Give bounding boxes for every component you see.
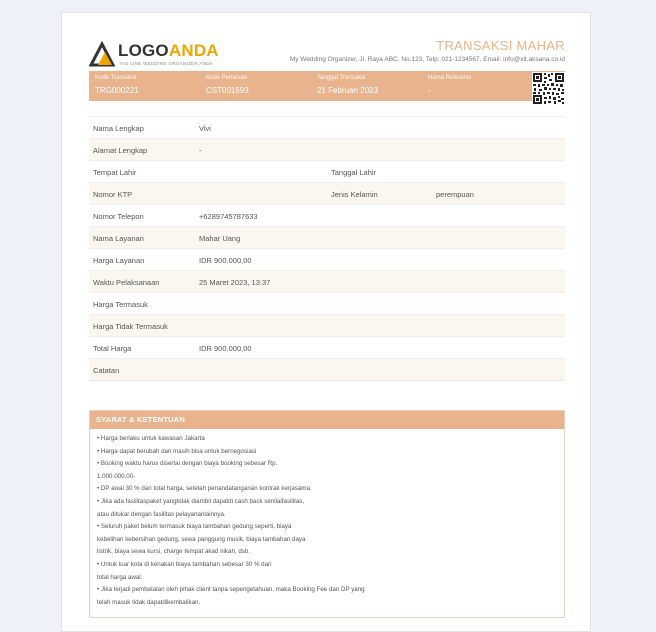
kode-transaksi-field: Kode Transaksi TRG000221	[95, 75, 139, 95]
nama-referensi-field: Nama Referensi -	[428, 75, 472, 95]
terms-list	[90, 429, 564, 609]
info-row-total: Total Harga IDR 900.000,00	[89, 336, 565, 358]
terms-line: • Untuk luar kota di kenakan biaya tambahan sebesar 30 % dari	[97, 560, 272, 568]
company-address: My Wedding Organizer, Jl. Raya ABC. No.123, Telp: 021-1234567, Email: info@xit.aksana.co.id	[289, 56, 565, 63]
tanggal-transaksi-field: Tanggal Transaksi 21 Februari 2023	[317, 75, 378, 95]
invoice-sheet	[61, 12, 591, 632]
document-title: TRANSAKSI MAHAR	[436, 38, 565, 53]
terms-box	[89, 410, 565, 618]
terms-line: 1.000.000,00-	[97, 472, 136, 480]
info-row-alamat: Alamat Lengkap -	[89, 138, 565, 160]
terms-line: • Harga dapat berubah dan masih bisa untuk bernegosiasi	[97, 447, 257, 455]
logo-tagline: TAG LINE WEDDING ORGANIZER ANDA	[119, 61, 213, 66]
logo-wordmark: LOGOANDA	[118, 41, 219, 60]
terms-line: • Jika terjadi pembatalan oleh pihak client tanpa sepengetahuan, maka Booking Fee dan DP yang	[97, 586, 365, 594]
layanan-value: Mahar Uang	[199, 234, 241, 243]
info-row-harga-termasuk: Harga Termasuk	[89, 292, 565, 314]
logo-mark-icon	[89, 41, 115, 67]
terms-line: • Booking waktu harus disertai dengan biaya booking sebesar Rp.	[97, 460, 278, 468]
info-row-nama: Nama Lengkap Vivi	[89, 116, 565, 138]
telepon-value: +6289745787633	[199, 212, 258, 221]
waktu-value: 25 Maret 2023, 13:37	[199, 278, 271, 287]
customer-info-table	[89, 116, 565, 381]
terms-line: listrik, biaya sewa kursi, charge tempat akad nikah, dsb.	[97, 548, 251, 556]
qr-code-icon	[532, 72, 565, 105]
terms-line: kebelihan kebersihan gedung, sewa panggung musik, biaya tambahan daya	[97, 535, 306, 543]
terms-line: • DP awal 30 % dari total harga, setelah penandatanganan kontrak kerjasama.	[97, 485, 312, 493]
kode-pemesan-value: CST001593	[206, 86, 249, 95]
tanggal-transaksi-value: 21 Februari 2023	[317, 86, 378, 95]
info-row-tempat-lahir: Tempat Lahir Tanggal Lahir	[89, 160, 565, 182]
jenis-kelamin-value: perempuan	[436, 190, 474, 199]
terms-line: atau ditukar dengan fasilitas pelayananlainnya.	[97, 510, 226, 518]
kode-pemesan-field: Kode Pemesan CST001593	[206, 75, 249, 95]
terms-line: telah masuk tidak dapatdikembalikan.	[97, 598, 201, 606]
nama-value: Vivi	[199, 124, 211, 133]
info-row-waktu: Waktu Pelaksanaan 25 Maret 2023, 13:37	[89, 270, 565, 292]
total-value: IDR 900.000,00	[199, 344, 252, 353]
info-row-telepon: Nomor Telepon +6289745787633	[89, 204, 565, 226]
info-row-layanan: Nama Layanan Mahar Uang	[89, 226, 565, 248]
terms-heading: SYARAT & KETENTUAN	[90, 411, 564, 429]
transaction-summary-band	[89, 71, 565, 101]
terms-line: • Seluruh paket belum termasuk biaya tambahan gedung seperti, biaya	[97, 523, 292, 531]
info-row-harga-tidak-termasuk: Harga Tidak Termasuk	[89, 314, 565, 336]
info-row-harga-layanan: Harga Layanan IDR 900.000,00	[89, 248, 565, 270]
terms-line: • Harga berlaku untuk kawasan Jakarta	[97, 435, 205, 442]
company-logo	[89, 39, 229, 71]
terms-line: total harga awal.	[97, 573, 143, 581]
harga-layanan-value: IDR 900.000,00	[199, 256, 252, 265]
nama-referensi-value: -	[428, 86, 431, 95]
terms-line: • Jika ada fasilitaspaket yangtidak diambil dapatdi cash back senilaifasilitas,	[97, 497, 305, 505]
info-row-ktp: Nomor KTP Jenis Kelamin perempuan	[89, 182, 565, 204]
kode-transaksi-value: TRG000221	[95, 86, 139, 95]
invoice-header	[89, 37, 565, 73]
alamat-value: -	[199, 146, 202, 155]
info-row-catatan: Catatan	[89, 358, 565, 380]
